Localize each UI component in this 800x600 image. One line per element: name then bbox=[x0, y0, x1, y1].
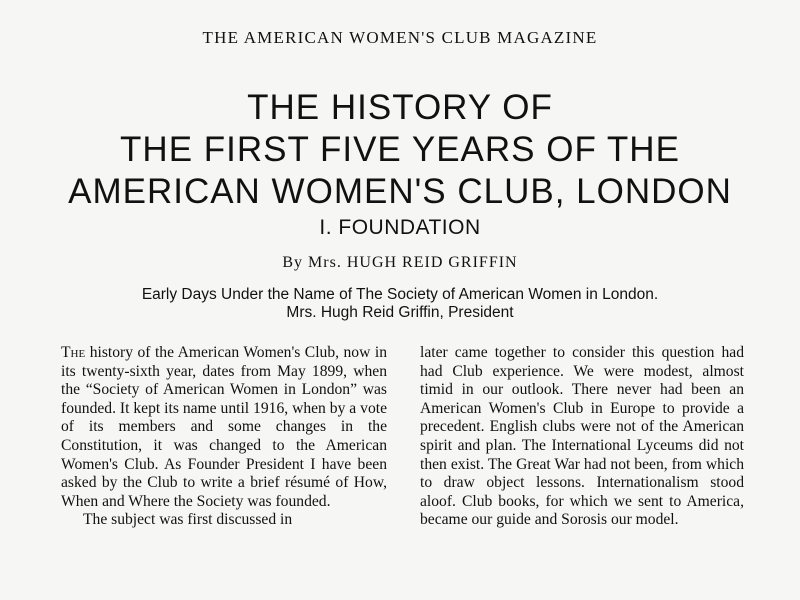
subheading-line-2: Mrs. Hugh Reid Griffin, President bbox=[286, 304, 514, 321]
paragraph-lead-word: The bbox=[61, 344, 86, 361]
article-title-line-1: THE HISTORY OF bbox=[247, 88, 553, 127]
author-byline: By Mrs. HUGH REID GRIFFIN bbox=[282, 254, 518, 271]
paragraph: later came together to consider this question had had Club experience. We were modest, almost timid in our outlook. There never had been an American Women's Club in Europe to provide a precedent. English clubs were not of the American spirit and plan. The International Lyceums did not then exist. The Great War had not been, from which to draw object lessons. Internationalism stood aloof. Club books, for which we sent to America, became our guide and Sorosis our model. bbox=[420, 344, 744, 529]
magazine-masthead: THE AMERICAN WOMEN'S CLUB MAGAZINE bbox=[202, 28, 598, 47]
paragraph-text: history of the American Women's Club, now in its twenty-sixth year, dates from May 1899, when the “Society of American Women in London” was founded. It kept its name until 1916, when by a vote of its members and some changes in the Constitution, it was changed to the American Women's Club. As Founder President I have been asked by the Club to write a brief résumé of How, When and Where the Society was founded. bbox=[61, 344, 387, 510]
article-title-line-3: AMERICAN WOMEN'S CLUB, LONDON bbox=[68, 172, 732, 211]
section-heading: I. FOUNDATION bbox=[319, 216, 481, 239]
left-text-column bbox=[61, 344, 387, 530]
article-title-line-2: THE FIRST FIVE YEARS OF THE bbox=[120, 130, 680, 169]
paragraph-start: The subject was first discussed in bbox=[83, 511, 293, 529]
paragraph bbox=[61, 344, 387, 511]
right-text-column bbox=[420, 344, 744, 530]
subheading-line-1: Early Days Under the Name of The Society of American Women in London. bbox=[141, 286, 659, 303]
